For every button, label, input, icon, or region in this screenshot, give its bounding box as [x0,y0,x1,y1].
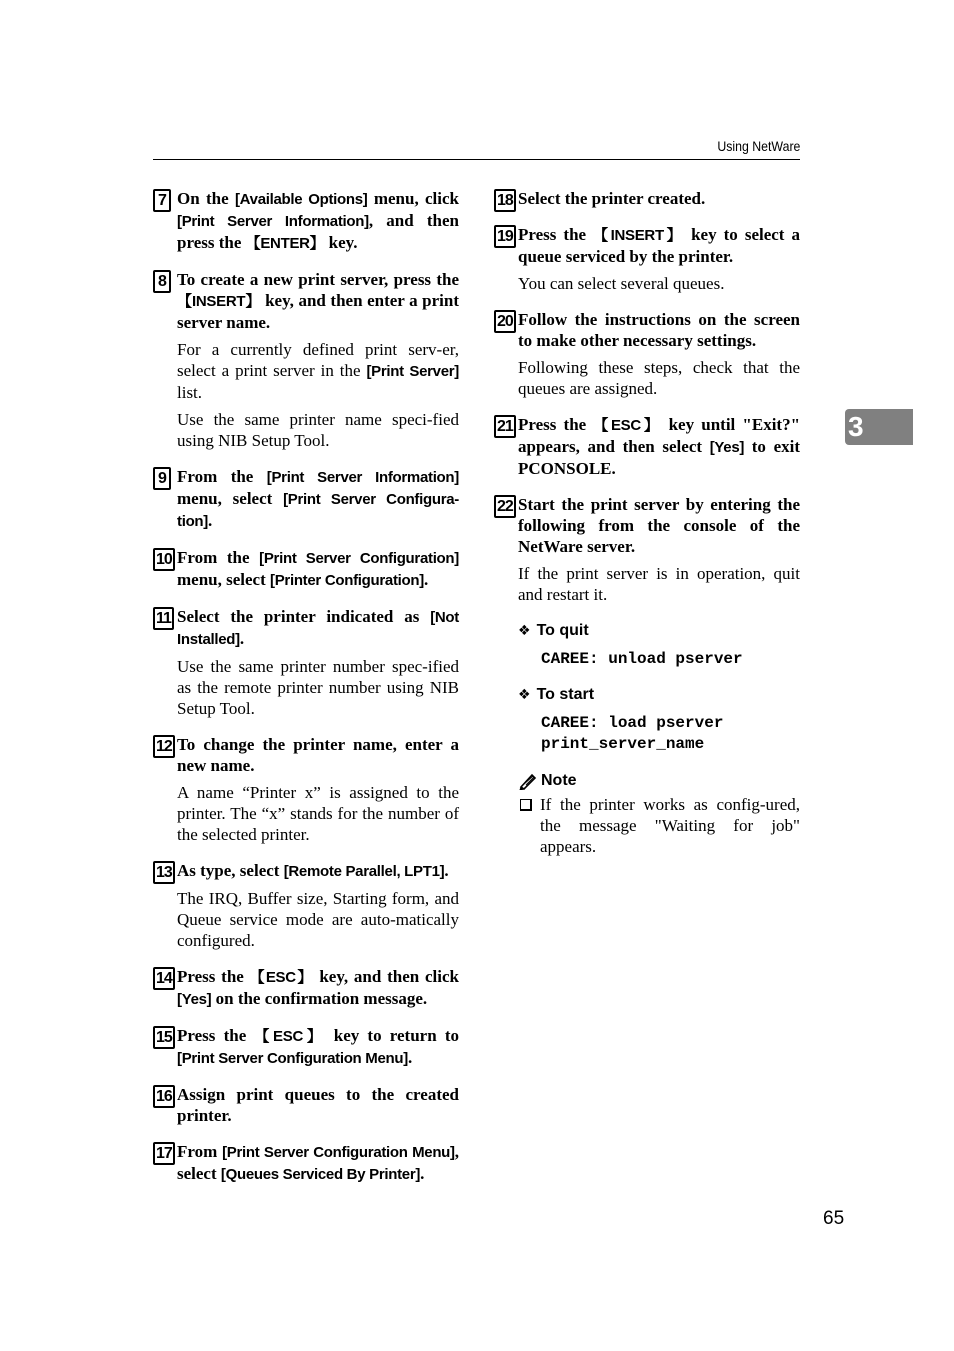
diamond-bullet-icon: ❖ [518,622,531,638]
instruction-text: . [420,1164,425,1183]
step-17 [153,1141,459,1185]
instruction-ui-label: [Print Server Configura-tion] [177,491,459,530]
instruction-ui-label: 【ESC】 [249,969,314,986]
step-number-badge: 9 [153,467,171,490]
pencil-icon [518,772,538,790]
instruction-ui-label: 【ENTER】 [245,235,325,252]
instruction-text: . [444,861,449,880]
step-14 [153,966,459,1010]
step-instruction [177,966,459,1010]
step-number-badge: 19 [494,225,516,248]
explanation-text: If the print server is in operation, quit and restart it. [518,564,800,604]
chapter-tab-number: 3 [848,411,864,442]
step-8 [153,269,459,451]
step-instruction [518,188,800,209]
console-command: CAREE: load pserver print_server_name [541,714,724,753]
step-instruction [177,734,459,776]
step-number-badge: 17 [153,1142,175,1165]
instruction-text: key until "Exit?" appears, and then select [518,415,801,456]
subsection-title: To quit [536,622,589,639]
instruction-text: key, and then click [313,967,460,986]
code-subsection [518,684,800,755]
step-instruction [177,269,459,333]
step-explanation [177,782,459,845]
instruction-ui-label: [Print Server Configuration] [259,550,459,567]
step-instruction [518,224,800,267]
instruction-text: Press the [177,1026,255,1045]
step-instruction [518,309,800,351]
explanation-text: The IRQ, Buffer size, Starting form, and Queue service mode are auto-matically configured. [177,889,459,950]
step-instruction [177,547,459,591]
step-instruction [177,860,459,882]
step-15 [153,1025,459,1069]
instruction-text: menu, select [177,489,284,508]
note-items [518,794,800,857]
instruction-ui-label: [Print Server Configuration Menu] [177,1050,408,1067]
right-column [494,188,800,857]
instruction-text: Select the printer created. [518,189,706,208]
page-header [153,138,800,160]
left-column [153,188,459,1200]
explanation-ui-label: [Print Server] [366,363,459,380]
step-explanation [177,339,459,403]
step-instruction [518,494,800,557]
step-instruction [177,188,459,254]
note-title: Note [541,772,577,789]
checkbox-bullet-icon [520,799,532,811]
instruction-text: key to return to [325,1026,459,1045]
chapter-tab [845,409,913,445]
note-section [518,771,800,857]
explanation-text: You can select several queues. [518,274,725,293]
instruction-ui-label: [Not Installed] [177,609,459,648]
step-number-badge: 11 [153,607,174,630]
step-18 [494,188,800,209]
step-explanation [518,273,800,294]
note-text: If the printer works as config-ured, the message "Waiting for job" appears. [540,795,800,856]
instruction-ui-label: 【ESC】 [593,417,662,434]
instruction-text: on the confirmation message. [211,989,428,1008]
instruction-text: Press the [518,415,594,434]
step-number-badge: 13 [153,861,175,884]
instruction-text: . [207,511,213,530]
subsection-heading [518,620,800,641]
instruction-ui-label: [Remote Parallel, LPT1] [283,863,445,880]
step-explanation [177,888,459,951]
note-heading [518,771,800,791]
diamond-bullet-icon: ❖ [518,686,531,702]
instruction-ui-label: [Print Server Configuration Menu] [222,1144,455,1161]
step-19 [494,224,800,294]
instruction-text: , select [177,1142,459,1183]
step-instruction [177,1084,459,1126]
step-9 [153,466,459,532]
instruction-text: Assign print queues to the created printer. [177,1085,459,1125]
instruction-ui-label: [Queues Serviced By Printer] [220,1166,421,1183]
explanation-text: For a currently defined print serv-er, select a print server in the [177,340,459,380]
instruction-text: key. [324,233,358,252]
instruction-text: Select the printer indicated as [177,607,431,626]
instruction-text: . [423,570,429,589]
step-number-badge: 21 [494,415,516,438]
code-subsection [518,620,800,670]
instruction-text: From the [177,548,260,567]
explanation-text: A name “Printer x” is assigned to the printer. The “x” stands for the number of the selected printer. [177,783,459,844]
instruction-text: From [177,1142,223,1161]
explanation-text: Use the same printer name speci-fied using NIB Setup Tool. [177,410,459,450]
instruction-text: to exit PCONSOLE. [518,437,801,478]
step-number-badge: 12 [153,735,175,758]
instruction-text: To create a new print server, press the [177,270,459,289]
step-instruction [177,1141,459,1185]
instruction-text: As type, select [177,861,284,880]
instruction-ui-label: [Yes] [177,991,212,1008]
instruction-text: , and then press the [177,211,459,252]
step-16 [153,1084,459,1126]
explanation-text: Following these steps, check that the queues are assigned. [518,358,800,398]
step-number-badge: 20 [494,310,516,333]
instruction-text: key to select a queue serviced by the printer. [518,225,800,266]
instruction-ui-label: [Yes] [709,439,745,456]
instruction-text: Start the print server by entering the following from the console of the NetWare server. [518,495,800,556]
step-number-badge: 18 [494,189,516,212]
step-number-badge: 14 [153,967,175,990]
instruction-text: menu, select [177,570,271,589]
instruction-ui-label: 【INSERT】 [177,293,261,310]
step-22 [494,494,800,605]
step-instruction [177,606,459,650]
step-13 [153,860,459,951]
explanation-text: Use the same printer number spec-ified as the remote printer number using NIB Setup Tool. [177,657,459,718]
instruction-text: Follow the instructions on the screen to make other necessary settings. [518,310,800,350]
step-11 [153,606,459,719]
instruction-text: key, and then enter a print server name. [177,291,459,332]
instruction-ui-label: 【ESC】 [254,1028,326,1045]
step-number-badge: 16 [153,1085,175,1108]
instruction-text: menu, click [367,189,460,208]
step-instruction [177,1025,459,1069]
step-explanation [177,656,459,719]
step-number-badge: 22 [494,495,516,518]
instruction-ui-label: [Print Server Information] [177,213,369,230]
instruction-ui-label: 【INSERT】 [593,227,685,244]
explanation-text: list. [177,383,203,402]
page-number: 65 [823,1208,845,1229]
step-instruction [518,414,800,479]
console-command: CAREE: unload pserver [541,650,743,668]
instruction-text: To change the printer name, enter a new name. [177,735,459,775]
instruction-text: Press the [518,225,594,244]
instruction-ui-label: [Printer Configuration] [270,572,424,589]
note-item [518,794,800,857]
step-7 [153,188,459,254]
step-21 [494,414,800,479]
instruction-text: . [407,1048,413,1067]
instruction-text: . [239,629,245,648]
instruction-text: Press the [177,967,250,986]
right-steps [494,188,800,605]
step-10 [153,547,459,591]
instruction-text: From the [177,467,267,486]
subsection-title: To start [536,686,595,703]
instruction-text: On the [177,189,235,208]
step-number-badge: 7 [153,189,171,212]
instruction-ui-label: [Available Options] [234,191,368,208]
step-number-badge: 15 [153,1026,175,1049]
step-number-badge: 10 [153,548,175,571]
subsection-heading [518,684,800,705]
header-title: Using NetWare [716,138,800,154]
step-20 [494,309,800,399]
step-number-badge: 8 [153,270,171,293]
step-explanation [177,409,459,451]
code-subsections [494,620,800,755]
step-instruction [177,466,459,532]
step-12 [153,734,459,845]
step-explanation [518,357,800,399]
instruction-ui-label: [Print Server Information] [266,469,459,486]
step-explanation [518,563,800,605]
